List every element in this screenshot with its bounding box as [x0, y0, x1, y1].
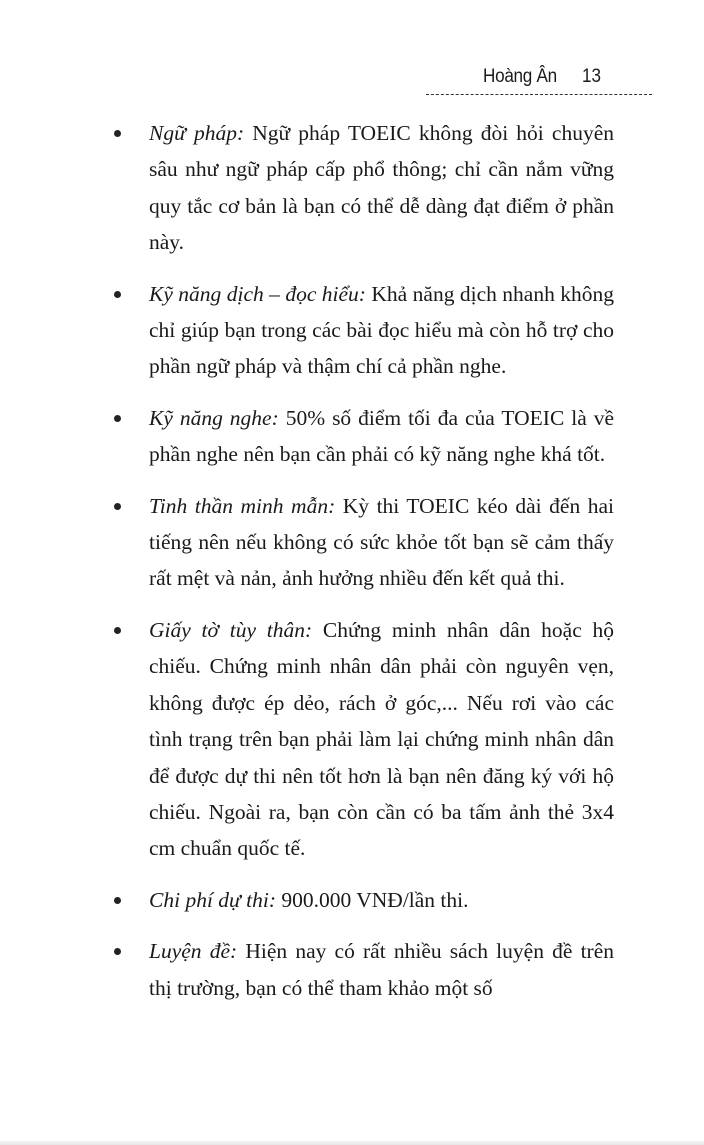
list-item-listening — [114, 400, 614, 473]
bullet-icon — [114, 415, 121, 422]
item-text: Ngữ pháp TOEIC không đòi hỏi chuyên sâu như ngữ pháp cấp phổ thông; chỉ cần nắm vững quy tắc cơ bản là bạn có thể dễ dàng đạt điểm ở phần này. — [149, 121, 614, 255]
item-text: Chứng minh nhân dân hoặc hộ chiếu. Chứng minh nhân dân phải còn nguyên vẹn, không được ép dẻo, rách ở góc,... Nếu rơi vào các tình trạng trên bạn phải làm lại chứng minh nhân dân để được dự thi nên tốt hơn là bạn nên đăng ký với hộ chiếu. Ngoài ra, bạn còn cần có ba tấm ảnh thẻ 3x4 cm chuẩn quốc tế. — [149, 617, 614, 861]
list-item-grammar — [114, 115, 614, 261]
bullet-icon — [114, 503, 121, 510]
bullet-icon — [114, 291, 121, 298]
item-term: Kỹ năng nghe: — [149, 405, 279, 430]
item-term: Tinh thần minh mẫn: — [149, 493, 336, 518]
item-text: 900.000 VNĐ/lần thi. — [281, 887, 469, 912]
author-name: Hoàng Ân — [483, 66, 557, 87]
list-item-exam-fee — [114, 882, 614, 918]
bullet-icon — [114, 948, 121, 955]
requirements-list — [114, 115, 614, 1021]
item-term: Ngữ pháp: — [149, 121, 245, 145]
bullet-icon — [114, 627, 121, 634]
item-term: Kỹ năng dịch – đọc hiểu: — [149, 281, 366, 306]
page-number: 13 — [582, 66, 602, 87]
item-text: Kỳ thi TOEIC kéo dài đến hai tiếng nên nếu không có sức khỏe tốt bạn sẽ cảm thấy rất mệt và nản, ảnh hưởng nhiều đến kết quả thi. — [149, 493, 615, 591]
list-item-mental-alertness — [114, 488, 614, 597]
list-item-practice-tests — [114, 933, 614, 1006]
item-text: Hiện nay có rất nhiều sách luyện đề trên thị trường, bạn có thể tham khảo một số — [149, 939, 615, 1000]
bullet-icon — [114, 130, 121, 137]
running-header — [426, 62, 652, 95]
item-term: Giấy tờ tùy thân: — [149, 617, 313, 642]
list-item-identity-documents — [114, 612, 614, 867]
item-text: 50% số điểm tối đa của TOEIC là về phần nghe nên bạn cần phải có kỹ năng nghe khá tốt. — [149, 405, 614, 467]
page-bottom-edge — [0, 1141, 704, 1145]
item-text: Khả năng dịch nhanh không chỉ giúp bạn trong các bài đọc hiểu mà còn hỗ trợ cho phần ngữ pháp và thậm chí cả phần nghe. — [149, 281, 615, 379]
list-item-translation-reading — [114, 276, 614, 385]
item-term: Luyện đề: — [149, 939, 238, 964]
item-term: Chi phí dự thi: — [149, 887, 276, 912]
bullet-icon — [114, 897, 121, 904]
